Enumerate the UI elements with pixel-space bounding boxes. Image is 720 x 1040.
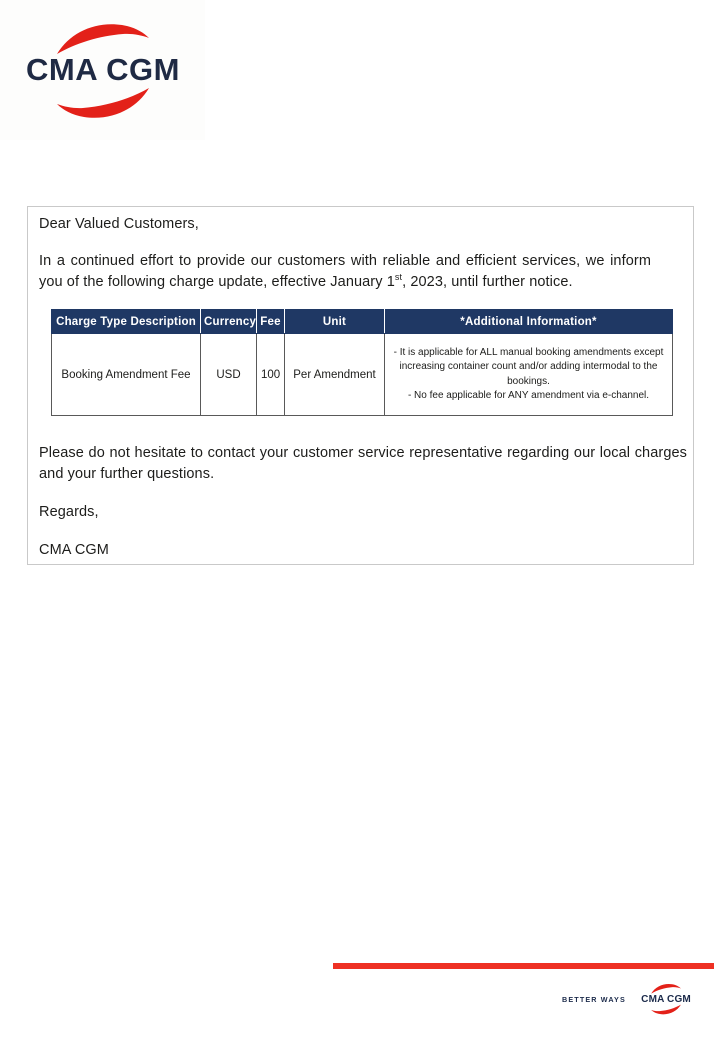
table-body [52,334,673,416]
column-header-description: Charge Type Description [52,310,201,334]
cell-additional-information [385,334,673,416]
cell-currency: USD [201,334,257,416]
footer-tagline: BETTER WAYS [562,995,626,1004]
table-header [52,310,673,334]
letter-intro-paragraph [39,251,651,293]
letter-intro-text-after: , 2023, until further notice. [402,274,573,290]
column-header-fee: Fee [257,310,285,334]
letter-regards: Regards, [39,504,99,520]
footer-red-rule [333,963,714,969]
column-header-unit: Unit [285,310,385,334]
cell-description: Booking Amendment Fee [52,334,201,416]
cell-unit: Per Amendment [285,334,385,416]
charge-update-table [51,309,673,416]
table-row [52,334,673,416]
svg-text:CMA CGM: CMA CGM [26,52,180,87]
column-header-additional-information: *Additional Information* [385,310,673,334]
letter-signoff: CMA CGM [39,542,109,558]
letter-content-box [27,206,694,565]
additional-info-line: - It is applicable for ALL manual booking amendments except increasing container count and/or adding intermodal to the bookings. [393,346,664,387]
ordinal-suffix: st [394,272,403,283]
header-logo-block [0,0,205,140]
letter-intro-text-before: In a continued effort to provide our customers with reliable and efficient services, we inform you of the following charge update, effective January 1 [39,253,651,290]
svg-text:CMA CGM: CMA CGM [641,994,691,1006]
additional-info-line: - No fee applicable for ANY amendment via e-channel. [407,390,650,401]
letter-greeting: Dear Valued Customers, [39,216,199,232]
column-header-currency: Currency [201,310,257,334]
cma-cgm-footer-logo-icon [632,982,700,1016]
cell-fee: 100 [257,334,285,416]
letter-contact-paragraph: Please do not hesitate to contact your customer service representative regarding our local charges and your further questions. [39,445,687,482]
table-header-row [52,310,673,334]
cma-cgm-logo-icon [18,18,188,123]
footer-logo-block [562,982,700,1016]
